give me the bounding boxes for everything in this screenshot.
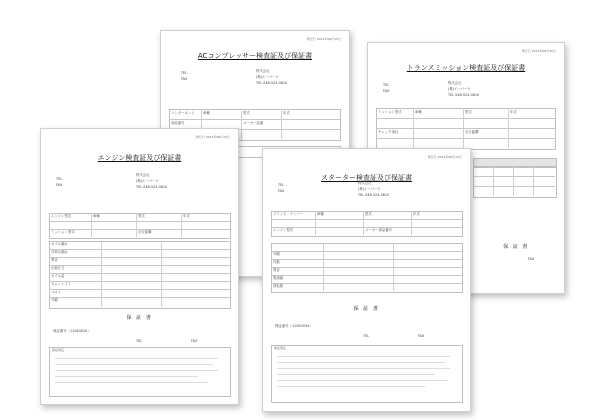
check-item: 圧縮圧力: [51, 266, 65, 270]
company-tel: TEL 048-524-0610: [358, 193, 390, 197]
field-label: 車種: [203, 111, 210, 115]
company-name-2: (株)エーパーツ: [136, 179, 159, 183]
field-label: 車種: [415, 110, 422, 114]
fax-label: FAX: [56, 183, 63, 187]
tel-label: TEL: [181, 71, 188, 75]
warranty-heading: 保 証 書: [503, 244, 529, 250]
check-item: 外観: [51, 298, 58, 302]
fax-label: FAX: [191, 339, 198, 343]
check-item: カムシャフト: [51, 282, 72, 286]
check-item: ベルト: [51, 290, 62, 294]
field-label: 型式: [138, 214, 145, 218]
company-name-2: (株)エーパーツ: [358, 187, 381, 191]
warranty-terms-label: 保証規定: [52, 348, 65, 352]
company-name: 株式会社: [448, 81, 462, 85]
field-label: 部品番号: [171, 121, 185, 125]
fax-label: FAX: [528, 257, 535, 261]
check-item: 外観: [273, 252, 280, 256]
field-label: メーカー部品番号: [365, 228, 393, 232]
check-item: 異音: [273, 268, 280, 272]
check-table: [49, 241, 231, 309]
warranty-number: 保証番号（11063034）: [53, 329, 91, 333]
company-tel: TEL 048-524-0610: [256, 81, 288, 85]
document-title: スターター検査証及び保証書: [321, 174, 412, 182]
fax-label: FAX: [383, 89, 390, 93]
tel-label: TEL: [363, 334, 370, 338]
document-title: ACコンプレッサー検査証及び保証書: [197, 52, 313, 60]
tel-label: TEL: [383, 83, 390, 87]
field-label: 型式: [365, 212, 372, 216]
fax-label: FAX: [418, 334, 425, 338]
field-label: 年式: [183, 214, 190, 218]
check-item: オイル量: [51, 274, 65, 278]
field-label: 走行距離: [465, 130, 479, 134]
company-name: 株式会社: [358, 181, 372, 185]
check-item: 作動: [273, 260, 280, 264]
field-label: 年式: [413, 212, 420, 216]
warranty-terms-box: [49, 347, 231, 397]
field-label: エンジン型式: [273, 228, 294, 232]
check-item: 冷却水漏れ: [51, 250, 68, 254]
tel-label: TEL: [278, 183, 285, 187]
field-label: ミッション型式: [378, 110, 402, 114]
document-sheet-starter: [262, 148, 471, 412]
company-name: 株式会社: [136, 173, 150, 177]
document-title: トランスミッション検査証及び保証書: [406, 64, 526, 72]
issue-date: 発行日 2013年08月15日: [195, 135, 230, 139]
company-tel: TEL 048-524-0610: [448, 93, 480, 97]
field-label: 年式: [510, 110, 517, 114]
field-label: 型式: [243, 111, 250, 115]
check-item: 異音: [51, 258, 58, 262]
company-name-2: (株)エーパーツ: [256, 75, 279, 79]
issue-date: 発行日 2013年08月15日: [427, 155, 462, 159]
issue-date: 発行日 2013年08月15日: [521, 49, 556, 53]
tel-label: TEL: [136, 339, 143, 343]
issue-date: 発行日 2013年08月15日: [306, 37, 341, 41]
fax-label: FAX: [278, 189, 285, 193]
tel-label: TEL: [56, 177, 63, 181]
document-title: エンジン検査証及び保証書: [97, 154, 182, 162]
check-item: オイル漏れ: [51, 242, 68, 246]
field-label: チェック項目: [378, 130, 399, 134]
field-label: 車種: [317, 212, 324, 216]
company-tel: TEL 048-524-0610: [136, 185, 168, 189]
field-label: エンジン型式: [51, 214, 72, 218]
field-label: ソリッド・ナンバー: [273, 212, 303, 216]
company-name-2: (株)エーパーツ: [448, 87, 471, 91]
warranty-number: 保証番号（11063034）: [275, 324, 313, 328]
warranty-terms-label: 保証規定: [274, 346, 287, 350]
field-label: 年式: [283, 111, 290, 115]
field-label: 型式: [465, 110, 472, 114]
warranty-heading: 保 証 書: [126, 315, 153, 321]
fax-label: FAX: [181, 77, 188, 81]
field-label: メーカー品番: [243, 121, 264, 125]
field-label: コンポーネント: [171, 111, 195, 115]
document-sheet-engine: [40, 128, 239, 405]
field-label: 車種: [93, 214, 100, 218]
check-item: 回転数: [273, 284, 284, 288]
company-name: 株式会社: [256, 69, 270, 73]
field-label: ミッション型式: [51, 230, 75, 234]
field-label: 走行距離: [138, 230, 152, 234]
check-item: 電流値: [273, 276, 284, 280]
warranty-heading: 保 証 書: [353, 306, 380, 312]
